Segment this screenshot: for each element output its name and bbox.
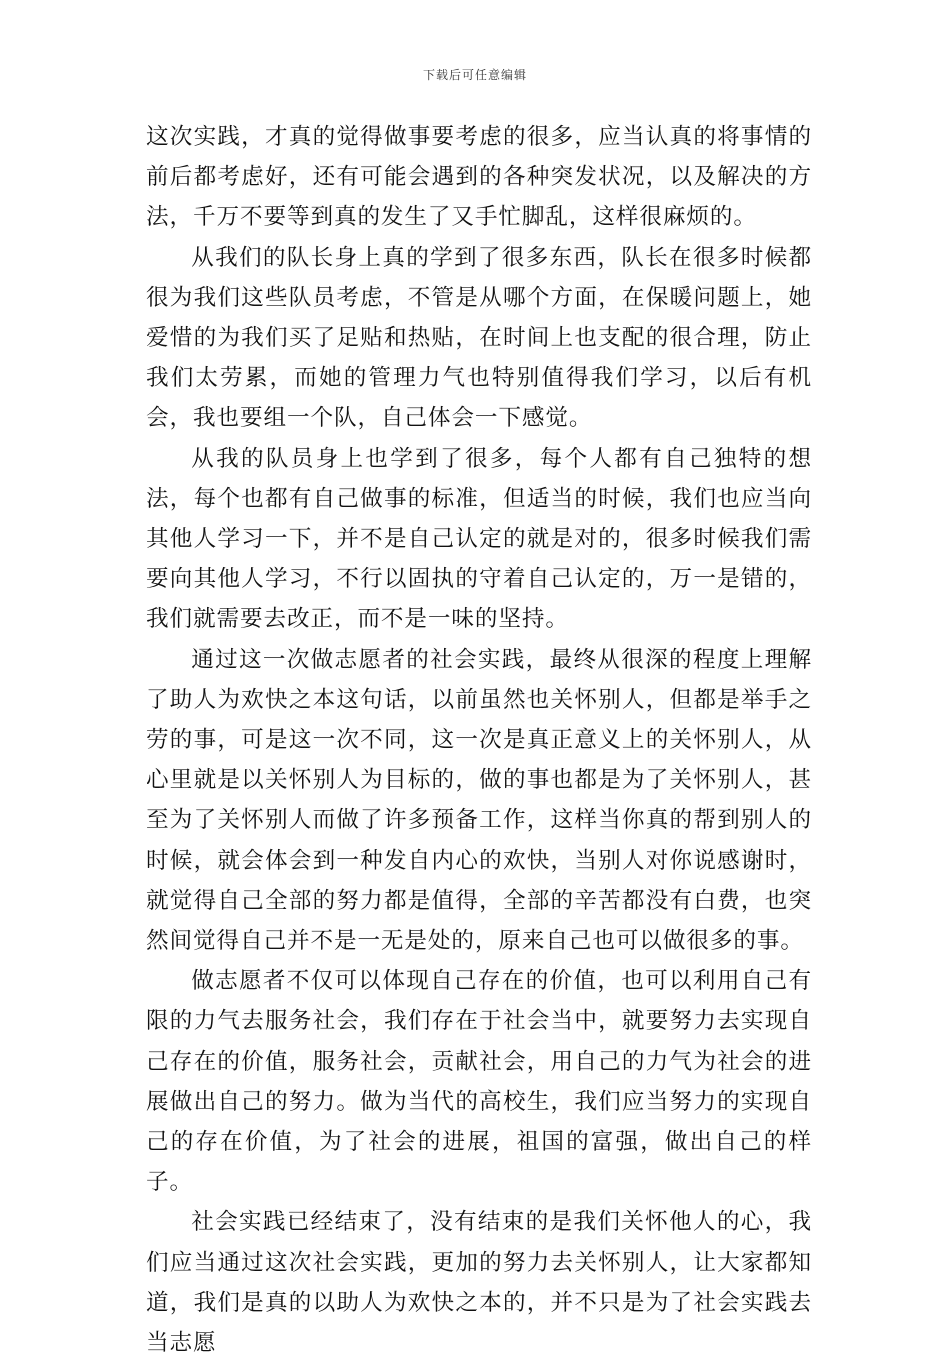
paragraph-4: 通过这一次做志愿者的社会实践，最终从很深的程度上理解了助人为欢快之本这句话，以前虽然也关怀别人，但都是举手之劳的事，可是这一次不同，这一次是真正意义上的关怀别人，从心里就是以关怀别人为目标的，做的事也都是为了关怀别人，甚至为了关怀别人而做了许多预备工作，这样当你真的帮到别人的时候，就会体会到一种发自内心的欢快，当别人对你说感谢时，就觉得自己全部的努力都是值得，全部的辛苦都没有白费，也突然间觉得自己并不是一无是处的，原来自己也可以做很多的事。: [146, 646, 812, 955]
document-body: [146, 117, 812, 1363]
page-header-note: 下载后可任意编辑: [422, 68, 527, 82]
paragraph-5: 做志愿者不仅可以体现自己存在的价值，也可以利用自己有限的力气去服务社会，我们存在于社会当中，就要努力去实现自己存在的价值，服务社会，贡献社会，用自己的力气为社会的进展做出自己的努力。做为当代的高校生，我们应当努力的实现自己的存在价值，为了社会的进展，祖国的富强，做出自己的样子。: [146, 968, 812, 1196]
paragraph-1: 这次实践，才真的觉得做事要考虑的很多，应当认真的将事情的前后都考虑好，还有可能会遇到的各种突发状况，以及解决的方法，千万不要等到真的发生了又手忙脚乱，这样很麻烦的。: [146, 124, 812, 231]
paragraph-2: 从我们的队长身上真的学到了很多东西，队长在很多时候都很为我们这些队员考虑，不管是从哪个方面，在保暖问题上，她爱惜的为我们买了足贴和热贴，在时间上也支配的很合理，防止我们太劳累，而她的管理力气也特别值得我们学习，以后有机会，我也要组一个队，自己体会一下感觉。: [146, 244, 812, 432]
paragraph-6: 社会实践已经结束了，没有结束的是我们关怀他人的心，我们应当通过这次社会实践，更加的努力去关怀别人，让大家都知道，我们是真的以助人为欢快之本的，并不只是为了社会实践去当志愿: [146, 1209, 812, 1357]
paragraph-3: 从我的队员身上也学到了很多，每个人都有自己独特的想法，每个也都有自己做事的标准，但适当的时候，我们也应当向其他人学习一下，并不是自己认定的就是对的，很多时候我们需要向其他人学习，不行以固执的守着自己认定的，万一是错的，我们就需要去改正，而不是一味的坚持。: [146, 445, 812, 633]
